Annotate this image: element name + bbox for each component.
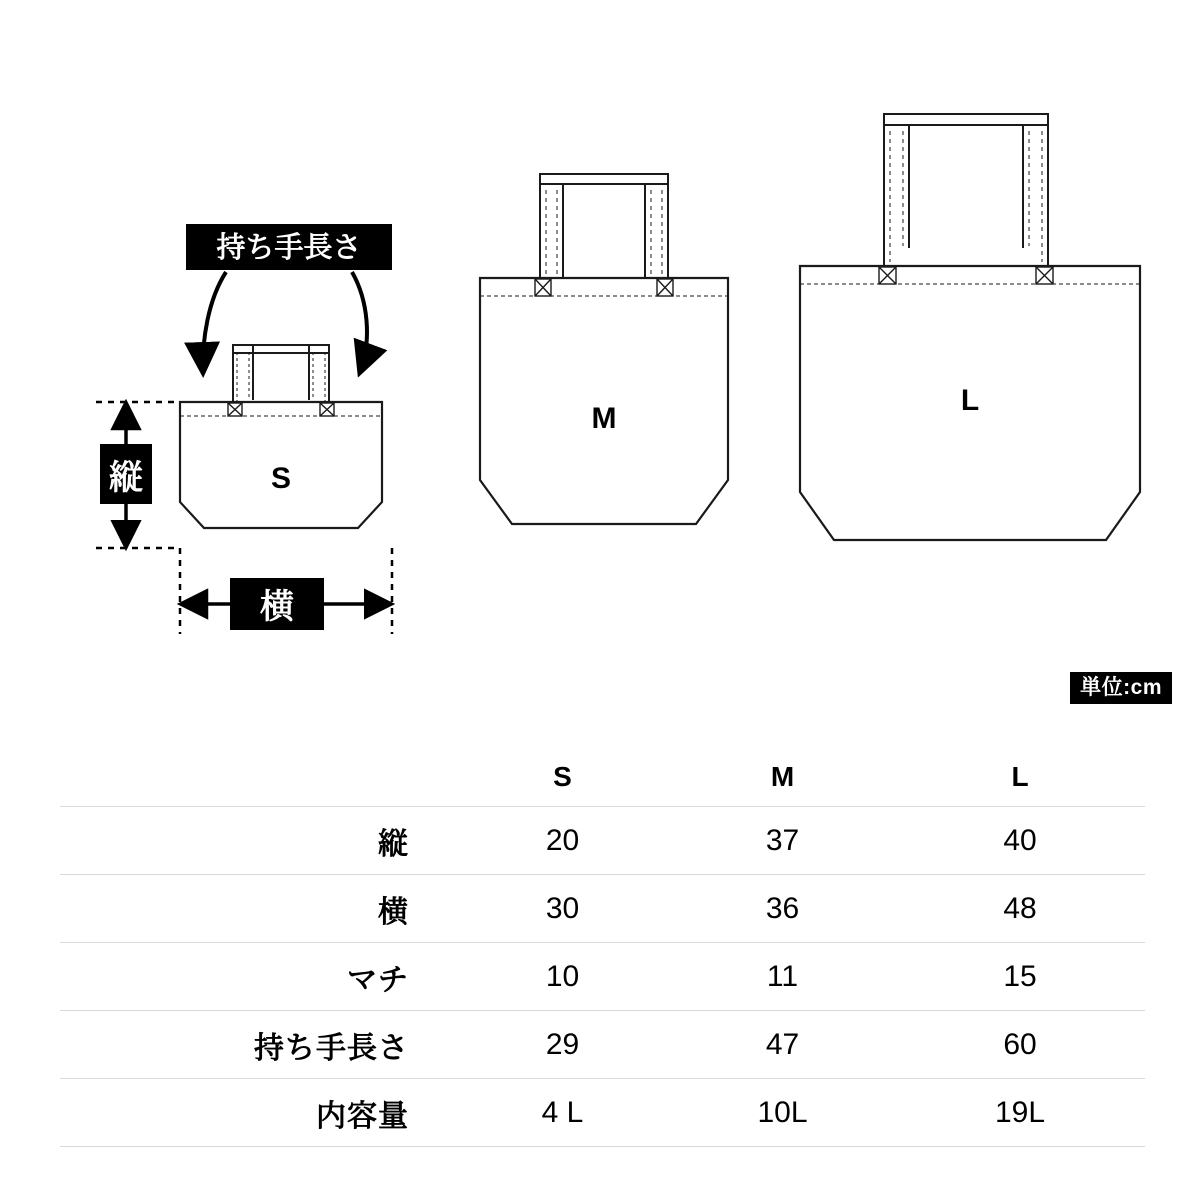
table-row (60, 875, 1145, 943)
row-label-gusset: マチ (60, 943, 455, 1011)
row-label-height: 縦 (60, 807, 455, 875)
cell-handle-m: 47 (670, 1011, 895, 1079)
cell-capacity-s: 4 L (455, 1079, 670, 1147)
cell-gusset-m: 11 (670, 943, 895, 1011)
column-header-l: L (895, 748, 1145, 807)
svg-text:持ち手長さ: 持ち手長さ (216, 232, 362, 264)
size-table (60, 748, 1145, 1147)
unit-badge: 単位:cm (1070, 672, 1172, 704)
callout-height (96, 402, 176, 548)
cell-gusset-l: 15 (895, 943, 1145, 1011)
bag-small (180, 345, 382, 528)
bag-medium (480, 174, 728, 524)
column-header-s: S (455, 748, 670, 807)
callout-width (180, 548, 392, 634)
bag-large-label: L (960, 384, 980, 417)
svg-text:横: 横 (260, 588, 294, 626)
cell-gusset-s: 10 (455, 943, 670, 1011)
cell-width-l: 48 (895, 875, 1145, 943)
bag-large (800, 114, 1140, 540)
cell-handle-s: 29 (455, 1011, 670, 1079)
bag-medium-label: M (591, 402, 617, 435)
column-header-blank (60, 748, 455, 807)
callout-handle-length (186, 224, 392, 372)
table-header-row (60, 748, 1145, 807)
cell-height-l: 40 (895, 807, 1145, 875)
table-row (60, 1079, 1145, 1147)
cell-height-m: 37 (670, 807, 895, 875)
bag-small-label: S (270, 462, 292, 495)
cell-capacity-m: 10L (670, 1079, 895, 1147)
row-label-handle-length: 持ち手長さ (60, 1011, 455, 1079)
svg-text:縦: 縦 (109, 459, 143, 497)
table-row (60, 807, 1145, 875)
column-header-m: M (670, 748, 895, 807)
cell-width-s: 30 (455, 875, 670, 943)
row-label-capacity: 内容量 (60, 1079, 455, 1147)
table-row (60, 943, 1145, 1011)
cell-handle-l: 60 (895, 1011, 1145, 1079)
table-row (60, 1011, 1145, 1079)
cell-capacity-l: 19L (895, 1079, 1145, 1147)
cell-width-m: 36 (670, 875, 895, 943)
cell-height-s: 20 (455, 807, 670, 875)
row-label-width: 横 (60, 875, 455, 943)
